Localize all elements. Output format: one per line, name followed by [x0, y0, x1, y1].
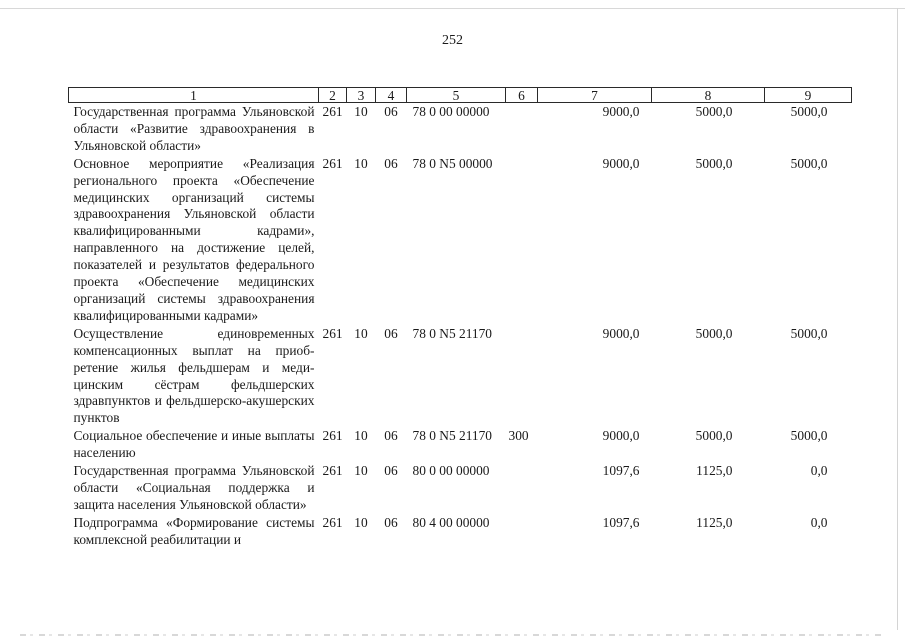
cell-expense-type — [506, 155, 538, 325]
cell-target-article: 78 0 N5 21170 — [412, 428, 492, 444]
cell-ministry-code: 261 — [322, 325, 343, 341]
cell-ministry-code: 261 — [322, 104, 343, 119]
table-row — [69, 103, 852, 155]
cell-value-8: 1125,0 — [696, 463, 733, 479]
cell-section: 10 — [354, 104, 368, 119]
table-row — [69, 427, 852, 462]
page-number: 252 — [442, 33, 463, 48]
cell-section: 10 — [354, 155, 368, 171]
cell-ministry-code: 261 — [322, 463, 343, 479]
cell-ministry-code: 261 — [322, 428, 343, 444]
cell-subsection: 06 — [384, 104, 398, 119]
cell-target-article: 78 0 N5 21170 — [412, 325, 492, 341]
cell-expense-type — [506, 103, 538, 155]
cell-section: 10 — [354, 514, 368, 530]
cell-target-article: 78 0 N5 00000 — [412, 155, 493, 171]
column-header: 2 — [319, 88, 347, 103]
table-row — [69, 155, 852, 325]
cell-value-7: 9000,0 — [602, 104, 640, 119]
cell-value-9: 5000,0 — [790, 155, 828, 171]
cell-subsection: 06 — [384, 463, 398, 479]
row-name: Основное мероприятие «Реализация регионального проекта «Обеспечение медицинских организаций системы здравоохранения Ульяновской области квалифицированными кадрами», направленного на достижение целей, показателей и результатов федерального проекта «Обеспечение медицинских организаций системы здравоохранения квалифицированными кадрами» — [73, 155, 315, 323]
scan-edge-top — [0, 8, 905, 9]
row-name: Подпрограмма «Формирование системы комплексной реабилитации и — [73, 514, 315, 547]
cell-subsection: 06 — [384, 514, 398, 530]
cell-value-7: 1097,6 — [602, 514, 640, 530]
cell-value-8: 1125,0 — [696, 514, 733, 530]
cell-value-9: 5000,0 — [790, 104, 828, 119]
scan-edge-right — [897, 8, 898, 630]
cell-value-8: 5000,0 — [695, 104, 733, 119]
cell-expense-type — [506, 325, 538, 427]
column-header: 6 — [506, 88, 538, 103]
column-header: 9 — [765, 88, 852, 103]
scan-bottom-edge — [20, 634, 885, 636]
cell-ministry-code: 261 — [322, 514, 343, 530]
cell-value-9: 0,0 — [810, 514, 828, 530]
cell-value-9: 5000,0 — [790, 325, 828, 341]
cell-target-article: 80 4 00 00000 — [412, 514, 490, 530]
row-name: Государственная программа Ульяновской области «Развитие здравоохранения в Ульяновской области» — [73, 104, 315, 153]
cell-expense-type: 300 — [508, 428, 529, 444]
cell-subsection: 06 — [384, 428, 398, 444]
cell-subsection: 06 — [384, 325, 398, 341]
cell-expense-type — [506, 462, 538, 514]
cell-value-7: 9000,0 — [602, 325, 640, 341]
column-header: 5 — [407, 88, 506, 103]
column-header: 3 — [347, 88, 376, 103]
column-header: 1 — [69, 88, 319, 103]
cell-target-article: 78 0 00 00000 — [412, 104, 490, 119]
cell-target-article: 80 0 00 00000 — [412, 463, 490, 479]
row-name: Государственная программа Ульяновской области «Социальная поддержка и защита населения Ульяновской области» — [73, 463, 315, 512]
cell-section: 10 — [354, 463, 368, 479]
table-row — [69, 462, 852, 514]
table-row — [69, 514, 852, 549]
row-name: Социальное обеспечение и иные выплаты населению — [73, 428, 315, 461]
cell-section: 10 — [354, 325, 368, 341]
cell-section: 10 — [354, 428, 368, 444]
cell-ministry-code: 261 — [322, 155, 343, 171]
table-row — [69, 325, 852, 427]
budget-table — [68, 87, 852, 549]
cell-value-8: 5000,0 — [695, 155, 733, 171]
table-header-row — [69, 88, 852, 103]
cell-value-8: 5000,0 — [695, 325, 733, 341]
cell-value-9: 0,0 — [810, 463, 828, 479]
cell-value-9: 5000,0 — [790, 428, 828, 444]
row-name: Осуществление единовременных компенсационных выплат на приобретение жилья фельдшерам и медицинским сёстрам фельдшерских здравпунктов и фельдшерско-акушерских пунктов — [73, 325, 315, 426]
cell-value-7: 9000,0 — [602, 428, 640, 444]
cell-value-7: 1097,6 — [602, 463, 640, 479]
column-header: 8 — [652, 88, 765, 103]
column-header: 7 — [538, 88, 652, 103]
column-header: 4 — [376, 88, 407, 103]
cell-value-8: 5000,0 — [695, 428, 733, 444]
cell-subsection: 06 — [384, 155, 398, 171]
cell-value-7: 9000,0 — [602, 155, 640, 171]
cell-expense-type — [506, 514, 538, 549]
